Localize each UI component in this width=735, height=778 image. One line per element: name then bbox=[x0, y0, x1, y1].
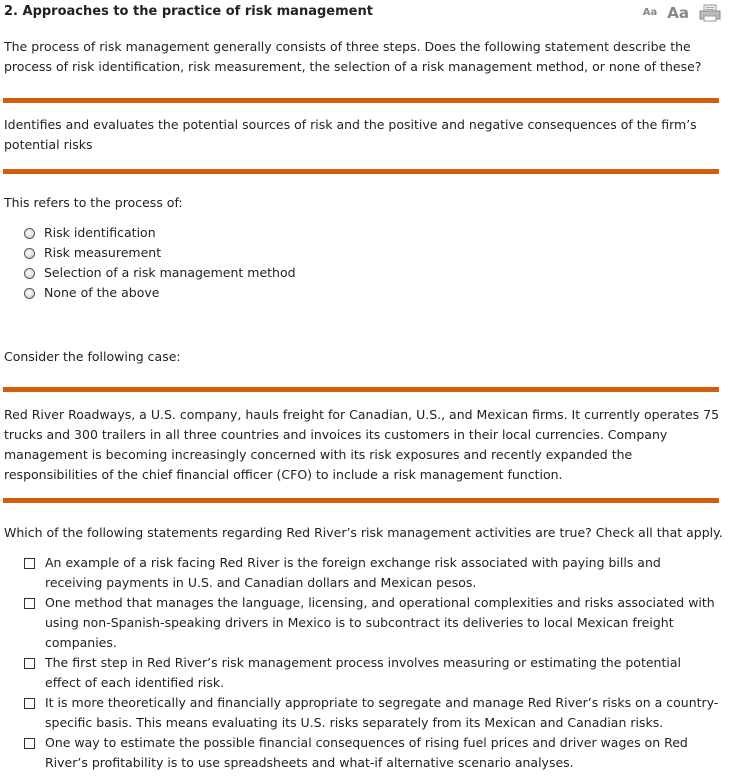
checkbox[interactable] bbox=[24, 738, 35, 749]
radio-label: Risk identification bbox=[44, 225, 156, 240]
radio-label: None of the above bbox=[44, 285, 160, 300]
radio-label: Selection of a risk management method bbox=[44, 265, 296, 280]
intro-text: The process of risk management generally consists of three steps. Does the following statement describe the process of risk identification, risk measurement, the selection of a risk management method, or none of these? bbox=[4, 39, 702, 74]
divider bbox=[3, 387, 719, 392]
radio-button[interactable] bbox=[24, 268, 35, 279]
divider bbox=[3, 498, 719, 503]
checkbox[interactable] bbox=[24, 598, 35, 609]
radio-button[interactable] bbox=[24, 288, 35, 299]
radio-option[interactable] bbox=[24, 223, 156, 243]
radio-option[interactable] bbox=[24, 283, 159, 303]
checkbox-label: One method that manages the language, licensing, and operational complexities and risks associated with using non-Spanish-speaking drivers in Mexico is to subcontract its deliveries to local Mexican freight companies. bbox=[45, 595, 715, 650]
statement-text: Identifies and evaluates the potential sources of risk and the positive and negative consequences of the firm’s potential risks bbox=[4, 117, 697, 152]
divider bbox=[3, 98, 719, 103]
checkbox[interactable] bbox=[24, 698, 35, 709]
font-decrease-button[interactable]: Aa bbox=[642, 7, 658, 18]
radio-label: Risk measurement bbox=[44, 245, 162, 260]
divider bbox=[3, 169, 719, 174]
question-text: Which of the following statements regarding Red River’s risk management activities are true? Check all that apply. bbox=[4, 525, 723, 540]
radio-button[interactable] bbox=[24, 248, 35, 259]
question-title: 2. Approaches to the practice of risk management bbox=[4, 4, 373, 19]
case-text: Red River Roadways, a U.S. company, hauls freight for Canadian, U.S., and Mexican firms. It currently operates 75 trucks and 300 trailers in all three countries and invoices its customers in their local currencies. Company management is becoming increasingly concerned with its risk exposures and recently expanded the responsibilities of the chief financial officer (CFO) to include a risk management function. bbox=[4, 407, 720, 482]
radio-button[interactable] bbox=[24, 228, 35, 239]
print-icon[interactable] bbox=[699, 4, 721, 22]
radio-option[interactable] bbox=[24, 263, 296, 283]
checkbox-label: An example of a risk facing Red River is the foreign exchange risk associated with paying bills and receiving payments in U.S. and Canadian dollars and Mexican pesos. bbox=[45, 555, 661, 590]
font-increase-button[interactable]: Aa bbox=[667, 4, 689, 22]
checkbox-label: One way to estimate the possible financial consequences of rising fuel prices and driver wages on Red River’s profitability is to use spreadsheets and what-if alternative scenario analyses. bbox=[45, 735, 688, 770]
checkbox[interactable] bbox=[24, 558, 35, 569]
radio-option[interactable] bbox=[24, 243, 161, 263]
prompt-text: This refers to the process of: bbox=[4, 195, 183, 210]
checkbox-label: The first step in Red River’s risk management process involves measuring or estimating the potential effect of each identified risk. bbox=[45, 655, 681, 690]
toolbar bbox=[643, 0, 721, 26]
checkbox[interactable] bbox=[24, 658, 35, 669]
checkbox-label: It is more theoretically and financially appropriate to segregate and manage Red River’s risks on a country-specific basis. This means evaluating its U.S. risks separately from its Mexican and Canadian risks. bbox=[45, 695, 719, 730]
case-intro-text: Consider the following case: bbox=[4, 349, 181, 364]
